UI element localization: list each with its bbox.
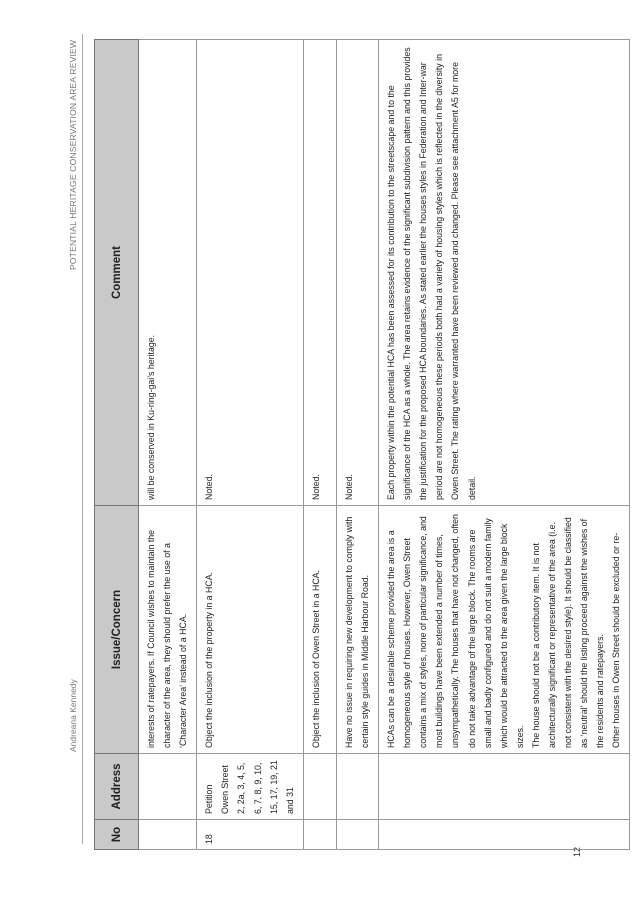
- issue-paragraph: HCAs can be a desirable scheme provided the area is a homogeneous style of houses. However, Owen Street contains a mix of styles, none of particular significance, and most buildings have been extended a number of times, unsympathetically. The houses that have not changed, often do not take advantage of the large block. The rooms are small and badly configured and do not suit a modern family which would be attracted to the area given the large block sizes.: [386, 514, 525, 748]
- no-cell: [303, 820, 336, 850]
- address-cell: [379, 754, 630, 820]
- table-header-row: [95, 40, 139, 850]
- no-cell: [139, 820, 197, 850]
- header-comment: Comment: [95, 40, 139, 506]
- header-issue: Issue/Concern: [95, 506, 139, 754]
- no-cell: 18: [197, 820, 304, 850]
- address-line: 2, 2a, 3, 4, 5, 6, 7, 8, 9, 10, 15, 17, 19, 21 and 31: [236, 760, 295, 814]
- address-line: Owen Street: [220, 765, 231, 814]
- comment-item: Noted.: [204, 474, 215, 500]
- issue-cell: Object the inclusion of Owen Street in a HCA.: [303, 506, 336, 754]
- issue-paragraph: Other houses in Owen Street should be excluded or re-: [611, 532, 622, 748]
- address-cell: [336, 754, 378, 820]
- comment-cell: Each property within the potential HCA has been assessed for its contribution to the streetscape and to the significance of the HCA as a whole. The area retains evidence of the significant subdivision pattern and this provides the justification for the proposed HCA boundaries. As stated earlier the houses styles in Federation and Inter-war period are not homogeneous these periods both had a variety of housing styles which is reflected in the diversity in Owen Street. The rating where warranted have been reviewed and changed. Please see attachment A5 for more detail.: [379, 40, 630, 506]
- address-line: Petition: [204, 784, 215, 814]
- author-name: Andreana Kennedy: [68, 679, 78, 752]
- comment-cell: [197, 40, 304, 506]
- comment-cell: Noted.: [336, 40, 378, 506]
- comment-cell: will be conserved in Ku-ring-gai’s heritage.: [139, 40, 197, 506]
- table-row: [139, 40, 197, 850]
- issue-cell: interests of ratepayers. If Council wishes to maintain the character of the area, they should prefer the use of a ‘Character Area’ instead of a HCA.: [139, 506, 197, 754]
- issue-cell: Have no issue in requiring new development to comply with certain style guides in Middle Harbour Road.: [336, 506, 378, 754]
- table-row: [197, 40, 304, 850]
- issue-item: Object the inclusion of the property in a HCA.: [204, 571, 215, 748]
- table-row: [379, 40, 630, 850]
- issue-paragraph: The house should not be a contributory item. It is not architecturally significant or representative of the area (i.e. not consistent with the desired style). It should be classified as ‘neutral’ should the listing proceed against the wishes of the residents and ratepayers.: [530, 517, 606, 748]
- address-cell: [139, 754, 197, 820]
- table-row: [303, 40, 336, 850]
- header-address: Address: [95, 754, 139, 820]
- header-divider: [82, 34, 83, 844]
- issue-cell: [379, 506, 630, 754]
- issue-cell: [197, 506, 304, 754]
- report-title: POTENTIAL HERITAGE CONSERVATION AREA REVIEW: [68, 39, 78, 270]
- no-cell: [336, 820, 378, 850]
- address-cell: [303, 754, 336, 820]
- table-row: [336, 40, 378, 850]
- page-number: 12: [572, 846, 582, 857]
- comment-cell: Noted.: [303, 40, 336, 506]
- header-no: No: [95, 820, 139, 850]
- no-cell: [379, 820, 630, 850]
- submissions-table: [94, 39, 630, 850]
- address-cell: [197, 754, 304, 820]
